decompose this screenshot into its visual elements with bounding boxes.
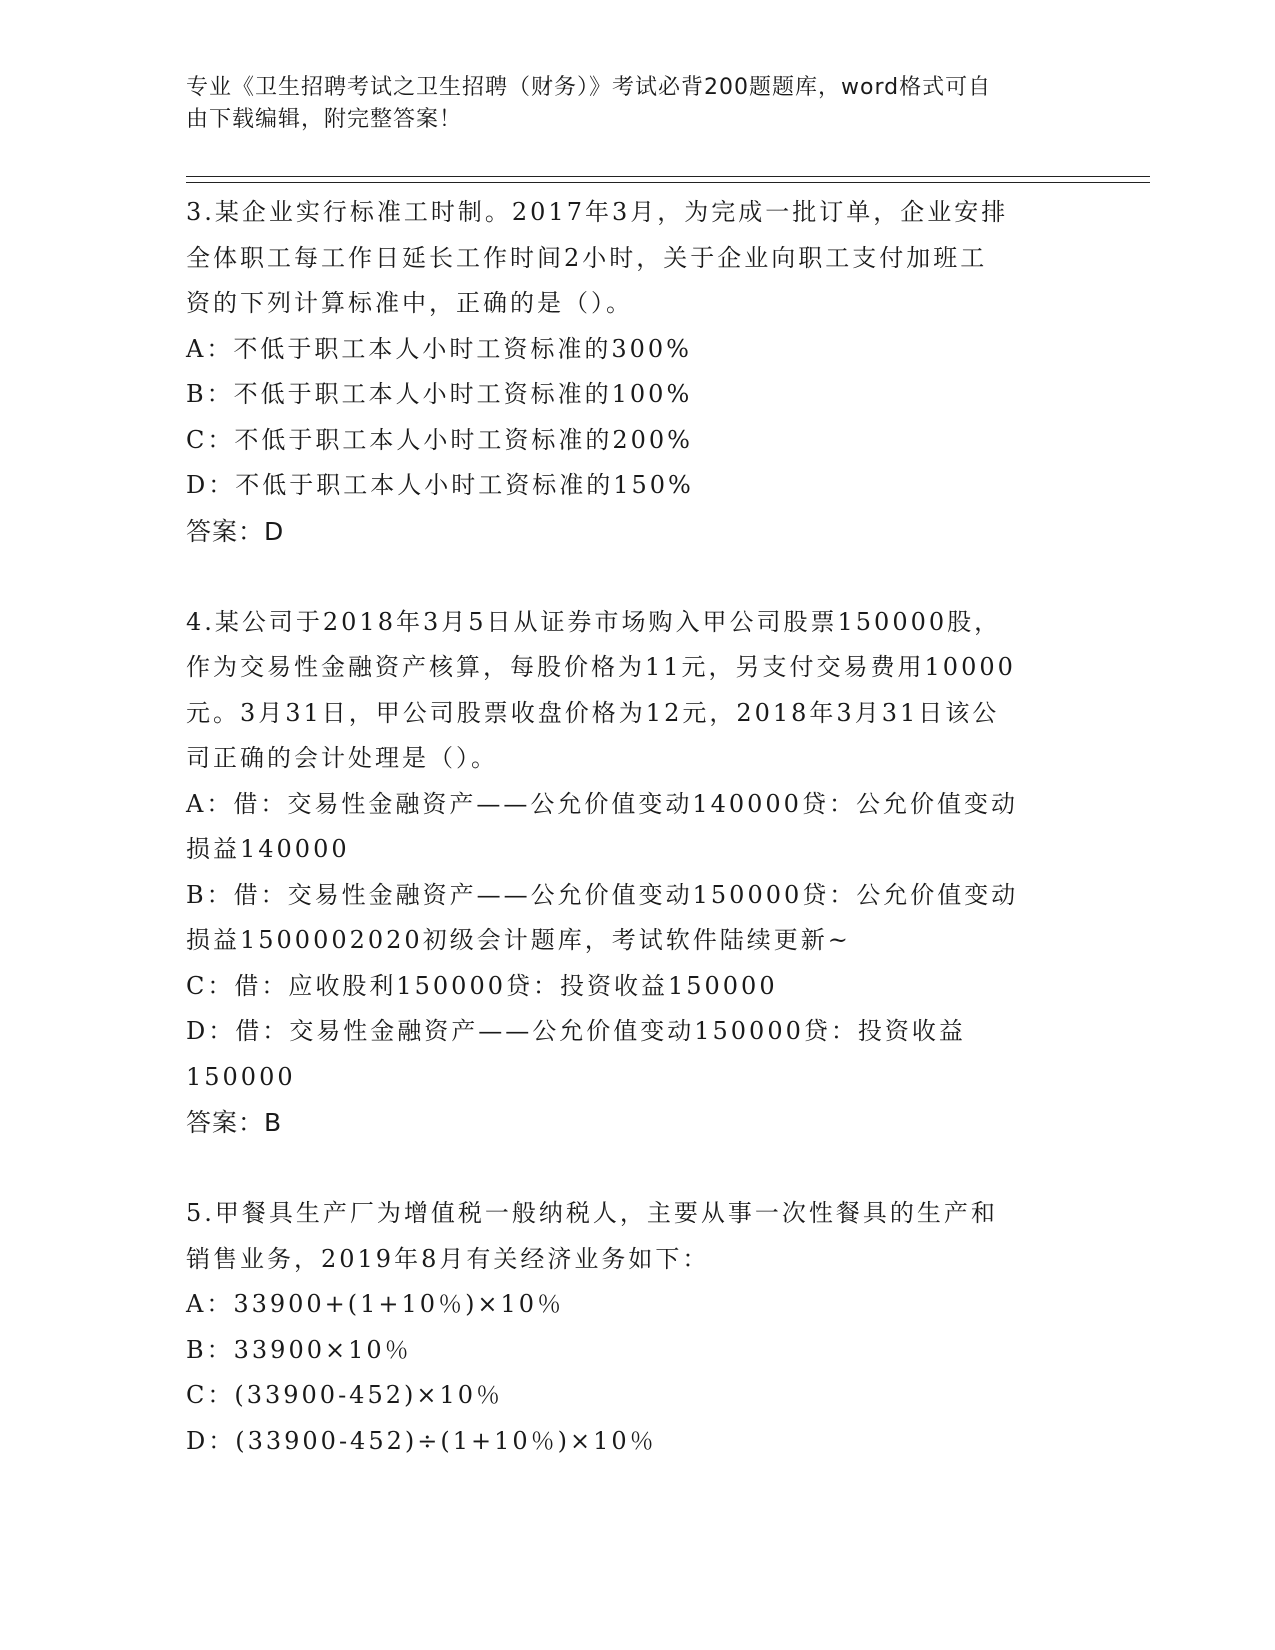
question-3 <box>186 190 1086 554</box>
option-a: A：33900+(1+10％)×10％ <box>186 1290 565 1318</box>
question-stem-line: 4.某公司于2018年3月5日从证券市场购入甲公司股票150000股， <box>186 607 1002 636</box>
spacer <box>186 554 1086 600</box>
option-a: A：借：交易性金融资产——公允价值变动140000贷：公允价值变动 <box>186 789 1018 818</box>
question-stem-line: 元。3月31日，甲公司股票收盘价格为12元，2018年3月31日该公 <box>186 698 1000 727</box>
question-stem-line: 全体职工每工作日延长工作时间2小时，关于企业向职工支付加班工 <box>186 243 988 272</box>
option-c: C：借：应收股利150000贷：投资收益150000 <box>186 971 778 1000</box>
question-stem-line: 司正确的会计处理是（）。 <box>186 744 498 772</box>
header-line-2: 由下载编辑，附完整答案！ <box>186 107 463 132</box>
option-c: C：(33900-452)×10％ <box>186 1381 504 1409</box>
option-d: D：不低于职工本人小时工资标准的150% <box>186 471 694 499</box>
option-d: D：(33900-452)÷(1+10％)×10％ <box>186 1426 657 1455</box>
option-b: B：不低于职工本人小时工资标准的100% <box>186 380 693 408</box>
header-divider-bottom <box>186 182 1150 183</box>
option-b: B：借：交易性金融资产——公允价值变动150000贷：公允价值变动 <box>186 880 1019 909</box>
option-d-continued: 150000 <box>186 1062 296 1091</box>
question-stem-line: 资的下列计算标准中，正确的是（）。 <box>186 289 633 317</box>
option-d: D：借：交易性金融资产——公允价值变动150000贷：投资收益 <box>186 1017 966 1045</box>
option-a-continued: 损益140000 <box>186 835 350 863</box>
question-4 <box>186 600 1086 1146</box>
answer-label: 答案：D <box>186 516 285 546</box>
header-line-1: 专业《卫生招聘考试之卫生招聘（财务）》考试必背200题题库，word格式可自 <box>186 75 992 100</box>
option-b: B：33900×10％ <box>186 1335 412 1364</box>
question-stem-line: 销售业务，2019年8月有关经济业务如下： <box>186 1244 710 1273</box>
question-stem-line: 3.某企业实行标准工时制。2017年3月，为完成一批订单，企业安排 <box>186 198 1009 226</box>
document-header <box>186 72 1066 136</box>
header-divider-top <box>186 176 1150 177</box>
question-stem-line: 5.甲餐具生产厂为增值税一般纳税人，主要从事一次性餐具的生产和 <box>186 1199 998 1227</box>
question-stem-line: 作为交易性金融资产核算，每股价格为11元，另支付交易费用10000 <box>186 653 1016 681</box>
answer-label: 答案：B <box>186 1108 283 1137</box>
option-c: C：不低于职工本人小时工资标准的200% <box>186 425 693 454</box>
option-a: A：不低于职工本人小时工资标准的300% <box>186 334 692 363</box>
spacer <box>186 1146 1086 1192</box>
option-b-continued: 损益1500002020初级会计题库，考试软件陆续更新~ <box>186 926 851 954</box>
question-5 <box>186 1191 1086 1464</box>
question-list <box>186 190 1086 1464</box>
